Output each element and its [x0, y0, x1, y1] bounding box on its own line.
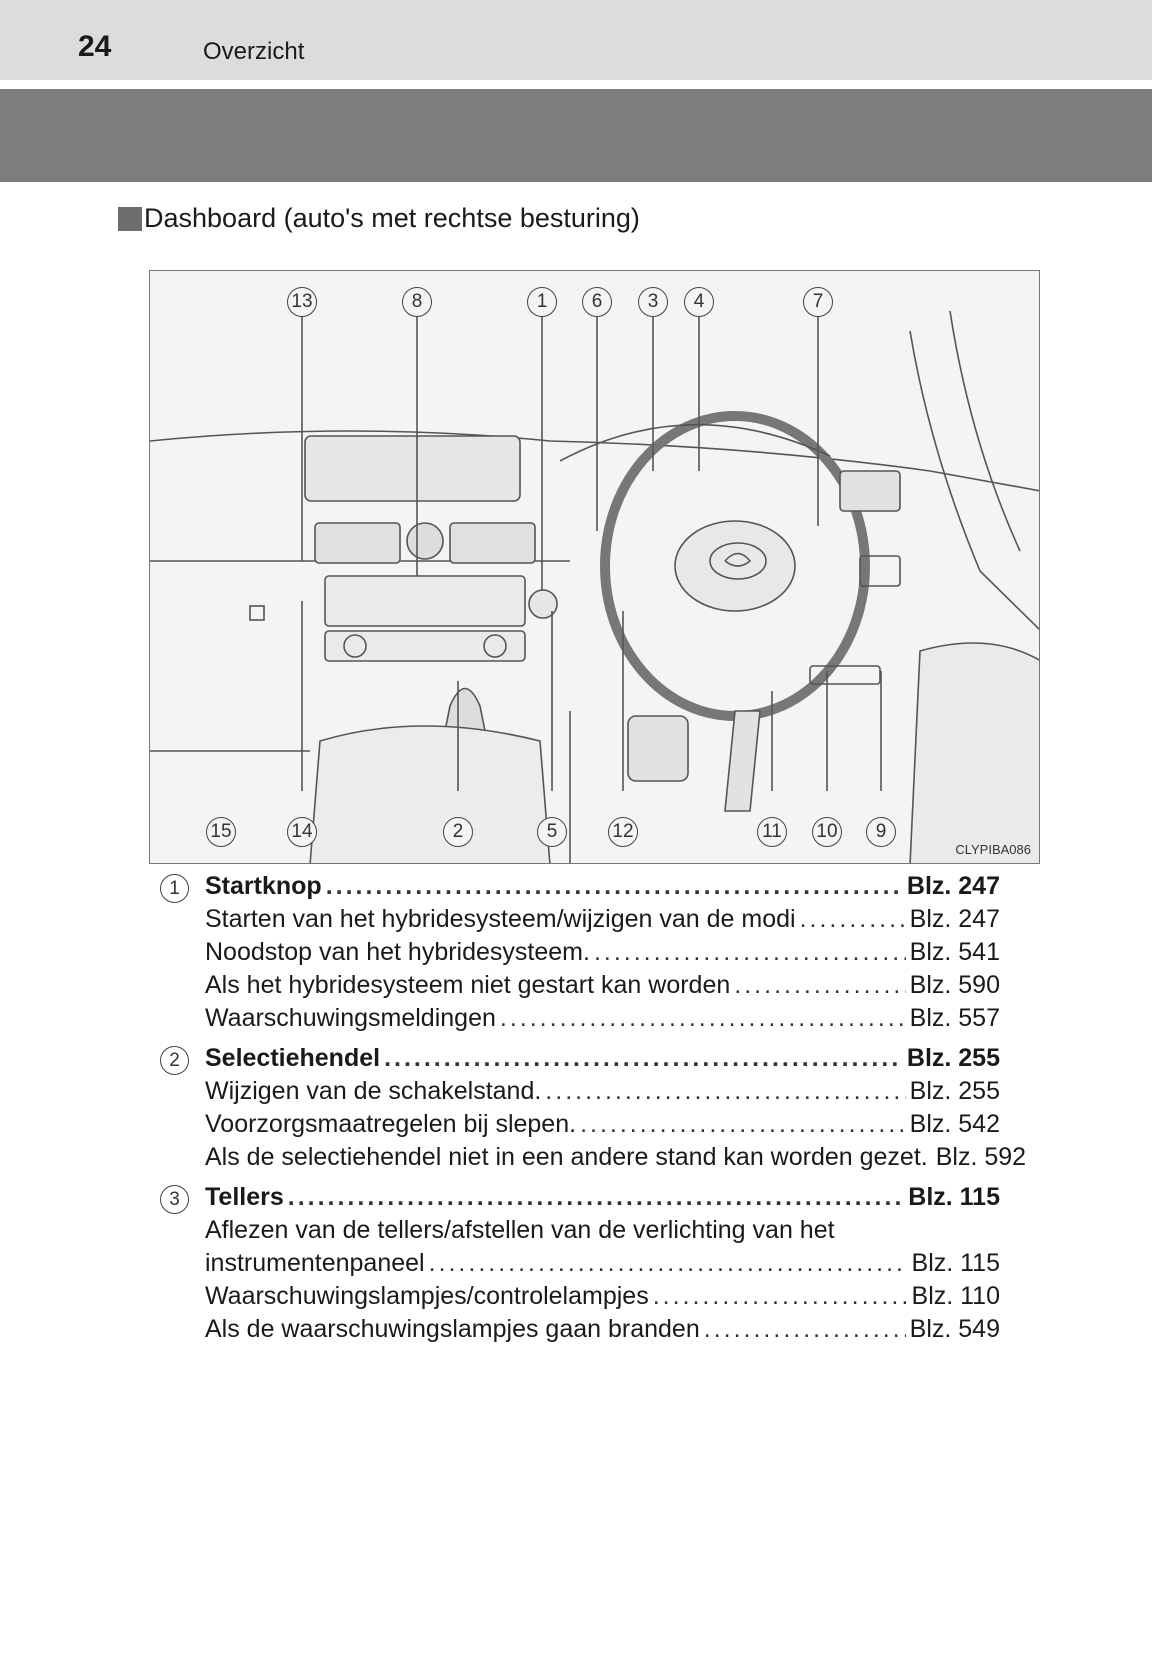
leader-dots	[580, 1108, 906, 1141]
page-number: 24	[78, 30, 112, 63]
page-ref[interactable]: Blz. 541	[909, 938, 1000, 966]
leader-dots	[326, 870, 903, 903]
entry-number: 2	[160, 1046, 189, 1075]
sub-entry	[205, 1141, 1027, 1174]
sub-entry	[205, 903, 1000, 936]
sub-entry-text: Noodstop van het hybridesysteem.	[205, 938, 590, 966]
sub-entry	[205, 936, 1000, 969]
callout-11: 11	[757, 817, 787, 847]
page-ref[interactable]: Blz. 590	[909, 971, 1000, 999]
entry-title: Tellers	[205, 1183, 284, 1211]
entry-title-line	[205, 1181, 1000, 1214]
leader-dots	[653, 1280, 908, 1313]
callout-10: 10	[812, 817, 842, 847]
callout-12: 12	[608, 817, 638, 847]
callout-5: 5	[537, 817, 567, 847]
leader-dots	[429, 1247, 908, 1280]
sub-entry-text: instrumentenpaneel	[205, 1249, 425, 1277]
leader-dots	[500, 1002, 906, 1035]
page-ref[interactable]: Blz. 255	[906, 1044, 1000, 1072]
sub-entry	[205, 969, 1000, 1002]
callout-3: 3	[638, 287, 668, 317]
sub-entry-text: Waarschuwingsmeldingen	[205, 1004, 496, 1032]
page-ref[interactable]: Blz. 592	[935, 1143, 1027, 1171]
entry-title: Startknop	[205, 872, 322, 900]
chapter-title: Overzicht	[203, 38, 305, 65]
sub-entry-text: Als de waarschuwingslampjes gaan branden	[205, 1315, 700, 1343]
page-ref[interactable]: Blz. 542	[909, 1110, 1000, 1138]
entry-title-line	[205, 1042, 1000, 1075]
sub-entry-text: Starten van het hybridesysteem/wijzigen van de modi	[205, 905, 796, 933]
page-ref[interactable]: Blz. 549	[909, 1315, 1000, 1343]
page-ref[interactable]: Blz. 247	[906, 872, 1000, 900]
page-ref[interactable]: Blz. 557	[909, 1004, 1000, 1032]
entry-tellers	[160, 1181, 1000, 1346]
page-ref[interactable]: Blz. 115	[908, 1183, 1000, 1211]
leader-dots	[384, 1042, 903, 1075]
sub-entry	[205, 1075, 1000, 1108]
sub-entry	[205, 1108, 1000, 1141]
section-square-icon	[118, 207, 142, 231]
callout-6: 6	[582, 287, 612, 317]
reference-list	[160, 870, 1027, 1353]
sub-entry	[205, 1247, 1000, 1280]
page-ref[interactable]: Blz. 247	[909, 905, 1000, 933]
callout-2: 2	[443, 817, 473, 847]
sub-entry	[205, 1313, 1000, 1346]
dashboard-illustration	[149, 270, 1040, 864]
entry-startknop	[160, 870, 1000, 1035]
entry-title-line	[205, 870, 1000, 903]
leader-dots	[594, 936, 906, 969]
callout-8: 8	[402, 287, 432, 317]
entry-number: 3	[160, 1185, 189, 1214]
sub-entry	[205, 1280, 1000, 1313]
section-title-text: Dashboard (auto's met rechtse besturing)	[144, 203, 640, 233]
page-ref[interactable]: Blz. 255	[909, 1077, 1000, 1105]
leader-dots	[800, 903, 906, 936]
leader-dots	[545, 1075, 905, 1108]
section-heading	[118, 203, 640, 234]
sub-entry-text: Waarschuwingslampjes/controlelampjes	[205, 1282, 649, 1310]
entry-number: 1	[160, 874, 189, 903]
callout-4: 4	[684, 287, 714, 317]
callout-15: 15	[206, 817, 236, 847]
leader-dots	[734, 969, 905, 1002]
header-band	[0, 89, 1152, 182]
callout-1: 1	[527, 287, 557, 317]
sub-entry-text: Voorzorgsmaatregelen bij slepen.	[205, 1110, 577, 1138]
callout-13: 13	[287, 287, 317, 317]
sub-entry-text: Als het hybridesysteem niet gestart kan worden	[205, 971, 731, 999]
sub-entry-text: Aflezen van de tellers/afstellen van de verlichting van het	[205, 1216, 835, 1244]
leader-dots	[704, 1313, 906, 1346]
sub-entry-text: Als de selectiehendel niet in een andere stand kan worden gezet.	[205, 1143, 928, 1171]
callout-14: 14	[287, 817, 317, 847]
page-ref[interactable]: Blz. 110	[911, 1282, 1000, 1310]
page-header	[0, 0, 1152, 80]
page-ref[interactable]: Blz. 115	[911, 1249, 1000, 1277]
callout-9: 9	[866, 817, 896, 847]
callout-7: 7	[803, 287, 833, 317]
entry-title: Selectiehendel	[205, 1044, 381, 1072]
dashboard-drawing	[150, 271, 1040, 864]
leader-dots	[288, 1181, 905, 1214]
sub-entry	[205, 1002, 1000, 1035]
entry-selectiehendel	[160, 1042, 1027, 1174]
sub-entry-text: Wijzigen van de schakelstand.	[205, 1077, 542, 1105]
figure-code: CLYPIBA086	[955, 842, 1031, 857]
